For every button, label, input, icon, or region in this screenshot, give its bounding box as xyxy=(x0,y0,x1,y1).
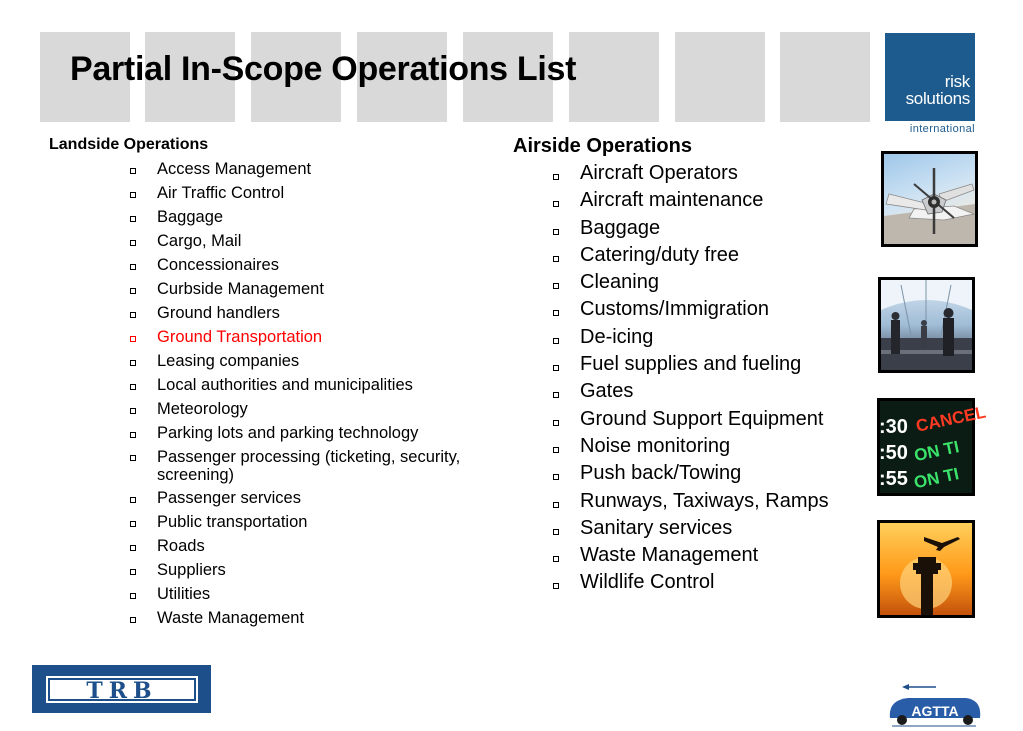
airside-item xyxy=(580,542,870,569)
square-bullet-icon xyxy=(553,256,559,262)
square-bullet-icon xyxy=(553,583,559,589)
airside-item-label: Wildlife Control xyxy=(580,571,715,594)
landside-item xyxy=(157,375,477,396)
landside-item-label: Cargo, Mail xyxy=(157,232,242,250)
landside-item-label: Public transportation xyxy=(157,513,308,531)
rsi-logo-line1: risk xyxy=(944,72,970,91)
landside-item-label: Parking lots and parking technology xyxy=(157,424,419,442)
airside-item-label: Sanitary services xyxy=(580,516,733,539)
trb-logo-text: TRB xyxy=(86,678,158,704)
agtta-logo xyxy=(884,682,984,730)
square-bullet-icon xyxy=(130,360,136,366)
airside-item xyxy=(580,488,870,515)
landside-item-highlighted xyxy=(157,327,477,348)
square-bullet-icon xyxy=(553,529,559,535)
landside-item-label: Baggage xyxy=(157,208,224,226)
square-bullet-icon xyxy=(130,455,136,461)
square-bullet-icon xyxy=(130,569,136,575)
concourse-illustration xyxy=(881,280,972,370)
landside-item xyxy=(157,608,477,629)
square-bullet-icon xyxy=(130,288,136,294)
square-bullet-icon xyxy=(130,521,136,527)
airside-item-label: Waste Management xyxy=(580,544,759,567)
airside-item xyxy=(580,324,870,351)
airside-item xyxy=(580,460,870,487)
departure-board-photo xyxy=(877,398,988,496)
airside-title: Airside Operations xyxy=(513,135,692,157)
square-bullet-icon xyxy=(130,545,136,551)
landside-item xyxy=(157,488,477,509)
slide-title: Partial In-Scope Operations List xyxy=(70,50,577,88)
airside-item xyxy=(580,242,870,269)
airside-item xyxy=(580,296,870,323)
airside-list xyxy=(580,160,870,597)
landside-item xyxy=(157,255,477,276)
landside-item-label: Concessionaires xyxy=(157,256,279,274)
rsi-logo-line2: solutions xyxy=(905,89,970,108)
landside-title: Landside Operations xyxy=(49,136,209,153)
airside-item-label: Runways, Taxiways, Ramps xyxy=(580,489,829,512)
landside-item-label: Meteorology xyxy=(157,400,248,418)
airside-item xyxy=(580,187,870,214)
rsi-logo xyxy=(885,33,975,137)
airside-item xyxy=(580,515,870,542)
landside-item xyxy=(157,303,477,324)
square-bullet-icon xyxy=(130,168,136,174)
landside-item-label: Waste Management xyxy=(157,609,305,627)
landside-item xyxy=(157,560,477,581)
landside-item xyxy=(157,183,477,204)
airside-item-label: Customs/Immigration xyxy=(580,298,769,321)
square-bullet-icon xyxy=(553,365,559,371)
landside-item xyxy=(157,399,477,420)
header-stripe xyxy=(675,32,765,122)
agtta-logo-graphic xyxy=(884,682,984,730)
square-bullet-icon xyxy=(553,338,559,344)
square-bullet-icon xyxy=(553,392,559,398)
landside-item-label: Passenger services xyxy=(157,489,301,507)
airside-item xyxy=(580,433,870,460)
airside-item xyxy=(580,215,870,242)
landside-item xyxy=(157,423,477,444)
landside-item xyxy=(157,536,477,557)
control-tower-photo xyxy=(877,520,975,618)
landside-item-label: Access Management xyxy=(157,160,312,178)
landside-item xyxy=(157,584,477,605)
airside-item xyxy=(580,378,870,405)
airside-item xyxy=(580,160,870,187)
square-bullet-icon xyxy=(553,556,559,562)
square-bullet-icon xyxy=(553,283,559,289)
landside-item-label: Roads xyxy=(157,537,205,555)
board-status-1: CANCEL xyxy=(914,402,988,436)
board-time-3: :55 xyxy=(879,468,908,490)
airside-item xyxy=(580,269,870,296)
square-bullet-icon xyxy=(130,497,136,503)
square-bullet-icon xyxy=(130,593,136,599)
trb-logo xyxy=(32,665,211,713)
landside-item-label: Ground handlers xyxy=(157,304,280,322)
square-bullet-icon xyxy=(553,502,559,508)
landside-item xyxy=(157,447,477,484)
landside-item-label: Passenger processing (ticketing, security, screening) xyxy=(157,448,461,484)
landside-item xyxy=(157,207,477,228)
airside-item-label: Aircraft maintenance xyxy=(580,189,764,212)
square-bullet-icon xyxy=(553,447,559,453)
landside-item-label: Local authorities and municipalities xyxy=(157,376,413,394)
airside-item-label: De-icing xyxy=(580,325,654,348)
airside-item xyxy=(580,351,870,378)
airside-item xyxy=(580,569,870,596)
header-stripe xyxy=(569,32,659,122)
board-time-1: :30 xyxy=(879,416,908,438)
landside-item-label: Air Traffic Control xyxy=(157,184,285,202)
landside-item xyxy=(157,351,477,372)
square-bullet-icon xyxy=(553,201,559,207)
square-bullet-icon xyxy=(130,264,136,270)
aircraft-illustration xyxy=(884,154,975,244)
landside-item-label: Ground Transportation xyxy=(157,328,323,346)
departure-board-illustration xyxy=(879,401,988,493)
trb-logo-graphic xyxy=(32,665,211,713)
square-bullet-icon xyxy=(130,336,136,342)
airside-item-label: Catering/duty free xyxy=(580,243,739,266)
landside-item-label: Curbside Management xyxy=(157,280,324,298)
agtta-logo-text: AGTTA xyxy=(911,703,959,719)
square-bullet-icon xyxy=(130,216,136,222)
square-bullet-icon xyxy=(130,384,136,390)
airside-item-label: Cleaning xyxy=(580,271,659,294)
airside-item-label: Noise monitoring xyxy=(580,434,731,457)
airside-item-label: Baggage xyxy=(580,216,661,239)
landside-item-label: Suppliers xyxy=(157,561,226,579)
board-status-3: ON TI xyxy=(912,464,961,493)
square-bullet-icon xyxy=(130,240,136,246)
airside-item-label: Ground Support Equipment xyxy=(580,407,824,430)
terminal-concourse-photo xyxy=(878,277,975,373)
airside-item-label: Fuel supplies and fueling xyxy=(580,353,802,376)
landside-item-label: Utilities xyxy=(157,585,211,603)
rsi-logo-box xyxy=(885,33,975,121)
airside-item-label: Push back/Towing xyxy=(580,462,742,485)
landside-item-label: Leasing companies xyxy=(157,352,300,370)
aircraft-photo xyxy=(881,151,978,247)
landside-item xyxy=(157,512,477,533)
landside-list xyxy=(157,159,477,632)
rsi-logo-line3: international xyxy=(909,123,975,135)
header-stripe xyxy=(780,32,870,122)
square-bullet-icon xyxy=(130,408,136,414)
square-bullet-icon xyxy=(130,312,136,318)
square-bullet-icon xyxy=(553,229,559,235)
control-tower-illustration xyxy=(880,523,972,615)
board-status-2: ON TI xyxy=(912,437,961,466)
airside-item-label: Aircraft Operators xyxy=(580,162,738,184)
square-bullet-icon xyxy=(130,192,136,198)
airside-item xyxy=(580,406,870,433)
landside-item xyxy=(157,231,477,252)
square-bullet-icon xyxy=(553,310,559,316)
landside-item xyxy=(157,159,477,180)
square-bullet-icon xyxy=(553,420,559,426)
airside-item-label: Gates xyxy=(580,380,634,403)
square-bullet-icon xyxy=(553,474,559,480)
square-bullet-icon xyxy=(130,432,136,438)
square-bullet-icon xyxy=(130,617,136,623)
landside-item xyxy=(157,279,477,300)
square-bullet-icon xyxy=(553,174,559,180)
board-time-2: :50 xyxy=(879,442,908,464)
